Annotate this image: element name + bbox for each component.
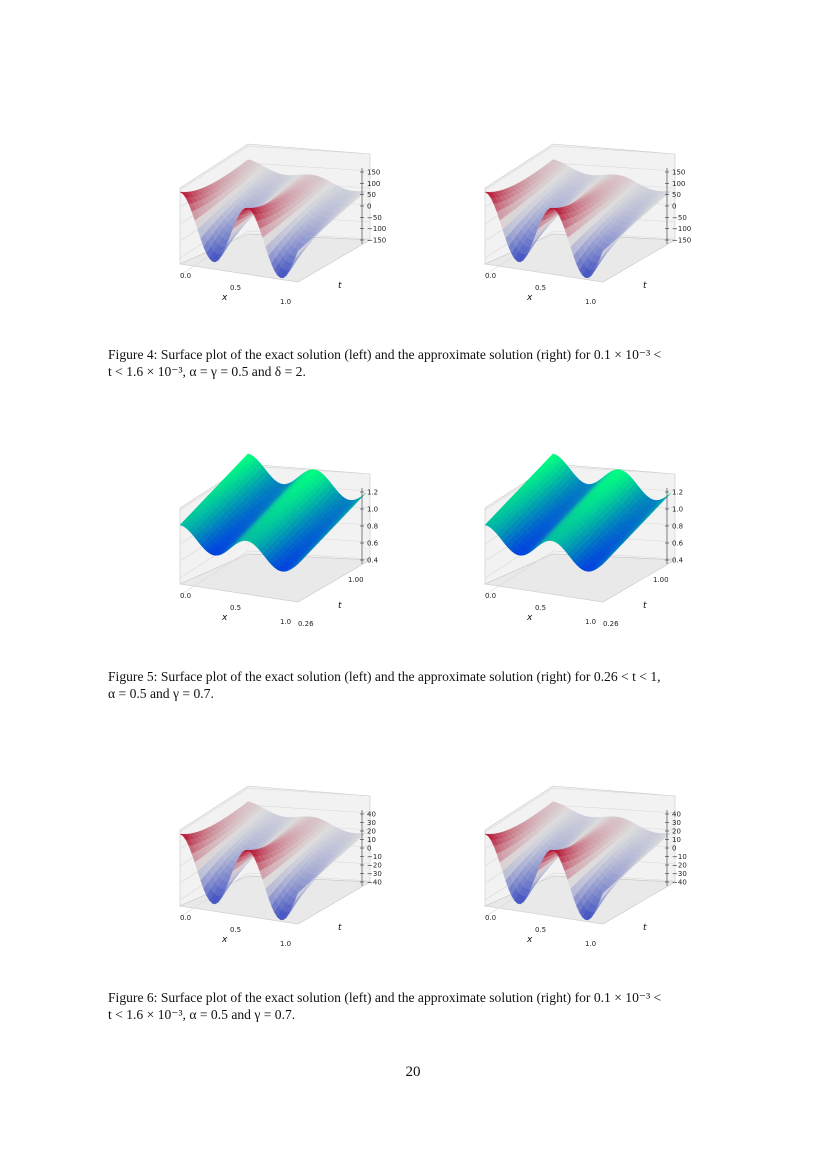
z-tick-label: −100 xyxy=(367,225,387,234)
z-tick-label: 0.6 xyxy=(672,539,684,548)
t-axis-label: t xyxy=(338,601,342,611)
z-tick-label: −20 xyxy=(672,861,687,870)
figure-6-caption-line-2: t < 1.6 × 10⁻³, α = 0.5 and γ = 0.7. xyxy=(108,1007,296,1022)
z-tick-label: 10 xyxy=(672,836,681,844)
z-tick-label: −150 xyxy=(672,236,692,245)
z-tick-label: −40 xyxy=(367,878,382,887)
z-tick-label: 100 xyxy=(367,179,381,188)
z-tick-label: −150 xyxy=(367,236,387,245)
x-tick-label: 0.5 xyxy=(230,284,242,292)
z-tick-label: 0.4 xyxy=(672,556,684,565)
figure-4-exact-surface-plot xyxy=(150,132,410,322)
t-axis-label: t xyxy=(338,281,342,291)
z-tick-label: −10 xyxy=(367,853,382,861)
t-axis-label: t xyxy=(643,923,647,933)
z-tick-label: 0 xyxy=(367,202,372,211)
x-tick-label: 1.0 xyxy=(585,940,597,948)
figure-5-caption xyxy=(108,668,720,702)
z-tick-label: 30 xyxy=(672,819,681,827)
z-tick-label: −30 xyxy=(367,870,382,878)
z-tick-label: 0.6 xyxy=(367,539,379,548)
z-tick-label: 50 xyxy=(367,191,376,200)
z-tick-label: 1.2 xyxy=(367,488,379,497)
figure-6-caption xyxy=(108,989,720,1023)
figure-4-caption-line-1: Figure 4: Surface plot of the exact solution (left) and the approximate solution (right) for 0.1 × 10⁻³ < xyxy=(108,347,662,362)
figure-4-approximate-surface-plot xyxy=(455,132,715,322)
z-tick-label: 20 xyxy=(672,827,681,836)
t-axis-label: t xyxy=(338,923,342,933)
figure-6-caption-line-1: Figure 6: Surface plot of the exact solution (left) and the approximate solution (right) for 0.1 × 10⁻³ < xyxy=(108,990,662,1005)
figure-4-caption-line-2: t < 1.6 × 10⁻³, α = γ = 0.5 and δ = 2. xyxy=(108,364,306,379)
x-tick-label: 0.0 xyxy=(180,272,192,280)
x-tick-label: 1.0 xyxy=(280,298,292,306)
t-tick-label: 1.00 xyxy=(653,576,669,584)
z-tick-label: 0 xyxy=(672,844,677,853)
x-axis-label: x xyxy=(527,613,533,623)
z-tick-label: 10 xyxy=(367,836,376,844)
x-axis-label: x xyxy=(222,935,228,945)
t-tick-label: 0.26 xyxy=(298,620,314,628)
x-tick-label: 0.5 xyxy=(535,284,547,292)
figure-5-approximate-surface-plot xyxy=(455,452,715,642)
z-tick-label: 20 xyxy=(367,827,376,836)
z-tick-label: −50 xyxy=(367,213,382,222)
x-tick-label: 0.5 xyxy=(535,604,547,612)
x-tick-label: 0.0 xyxy=(485,914,497,922)
z-tick-label: −100 xyxy=(672,225,692,234)
figure-5-exact-surface-plot xyxy=(150,452,410,642)
z-tick-label: 150 xyxy=(367,168,381,177)
x-tick-label: 1.0 xyxy=(585,618,597,626)
z-tick-label: 1.2 xyxy=(672,488,684,497)
x-tick-label: 0.0 xyxy=(485,272,497,280)
z-tick-label: −30 xyxy=(672,870,687,878)
x-tick-label: 0.0 xyxy=(485,592,497,600)
z-tick-label: 100 xyxy=(672,179,686,188)
x-tick-label: 0.5 xyxy=(230,926,242,934)
x-tick-label: 0.0 xyxy=(180,914,192,922)
x-axis-label: x xyxy=(222,613,228,623)
x-tick-label: 0.0 xyxy=(180,592,192,600)
z-tick-label: 40 xyxy=(367,810,376,819)
figure-5-caption-line-1: Figure 5: Surface plot of the exact solution (left) and the approximate solution (right) for 0.26 < t < 1, xyxy=(108,669,661,684)
figure-6-approximate-surface-plot xyxy=(455,774,715,964)
page-number: 20 xyxy=(405,1064,421,1080)
z-tick-label: 30 xyxy=(367,819,376,827)
figure-4-plots xyxy=(150,132,710,322)
figure-5-plots xyxy=(150,452,710,642)
z-tick-label: 0.4 xyxy=(367,556,379,565)
figure-6-plots xyxy=(150,774,710,964)
z-tick-label: −40 xyxy=(672,878,687,887)
z-tick-label: −50 xyxy=(672,213,687,222)
x-axis-label: x xyxy=(527,293,533,303)
z-tick-label: 50 xyxy=(672,191,681,200)
t-tick-label: 0.26 xyxy=(603,620,619,628)
z-tick-label: 0.8 xyxy=(672,522,684,531)
z-tick-label: 150 xyxy=(672,168,686,177)
z-tick-label: 0 xyxy=(367,844,372,853)
x-tick-label: 1.0 xyxy=(280,940,292,948)
x-tick-label: 0.5 xyxy=(230,604,242,612)
x-axis-label: x xyxy=(222,293,228,303)
z-tick-label: 0 xyxy=(672,202,677,211)
t-axis-label: t xyxy=(643,281,647,291)
z-tick-label: 1.0 xyxy=(672,505,684,514)
t-tick-label: 1.00 xyxy=(348,576,364,584)
x-tick-label: 1.0 xyxy=(280,618,292,626)
figure-6-exact-surface-plot xyxy=(150,774,410,964)
z-tick-label: 1.0 xyxy=(367,505,379,514)
figure-5-caption-line-2: α = 0.5 and γ = 0.7. xyxy=(108,686,214,701)
x-tick-label: 1.0 xyxy=(585,298,597,306)
figure-4-caption xyxy=(108,346,720,380)
z-tick-label: −10 xyxy=(672,853,687,861)
z-tick-label: −20 xyxy=(367,861,382,870)
z-tick-label: 0.8 xyxy=(367,522,379,531)
x-tick-label: 0.5 xyxy=(535,926,547,934)
x-axis-label: x xyxy=(527,935,533,945)
z-tick-label: 40 xyxy=(672,810,681,819)
t-axis-label: t xyxy=(643,601,647,611)
